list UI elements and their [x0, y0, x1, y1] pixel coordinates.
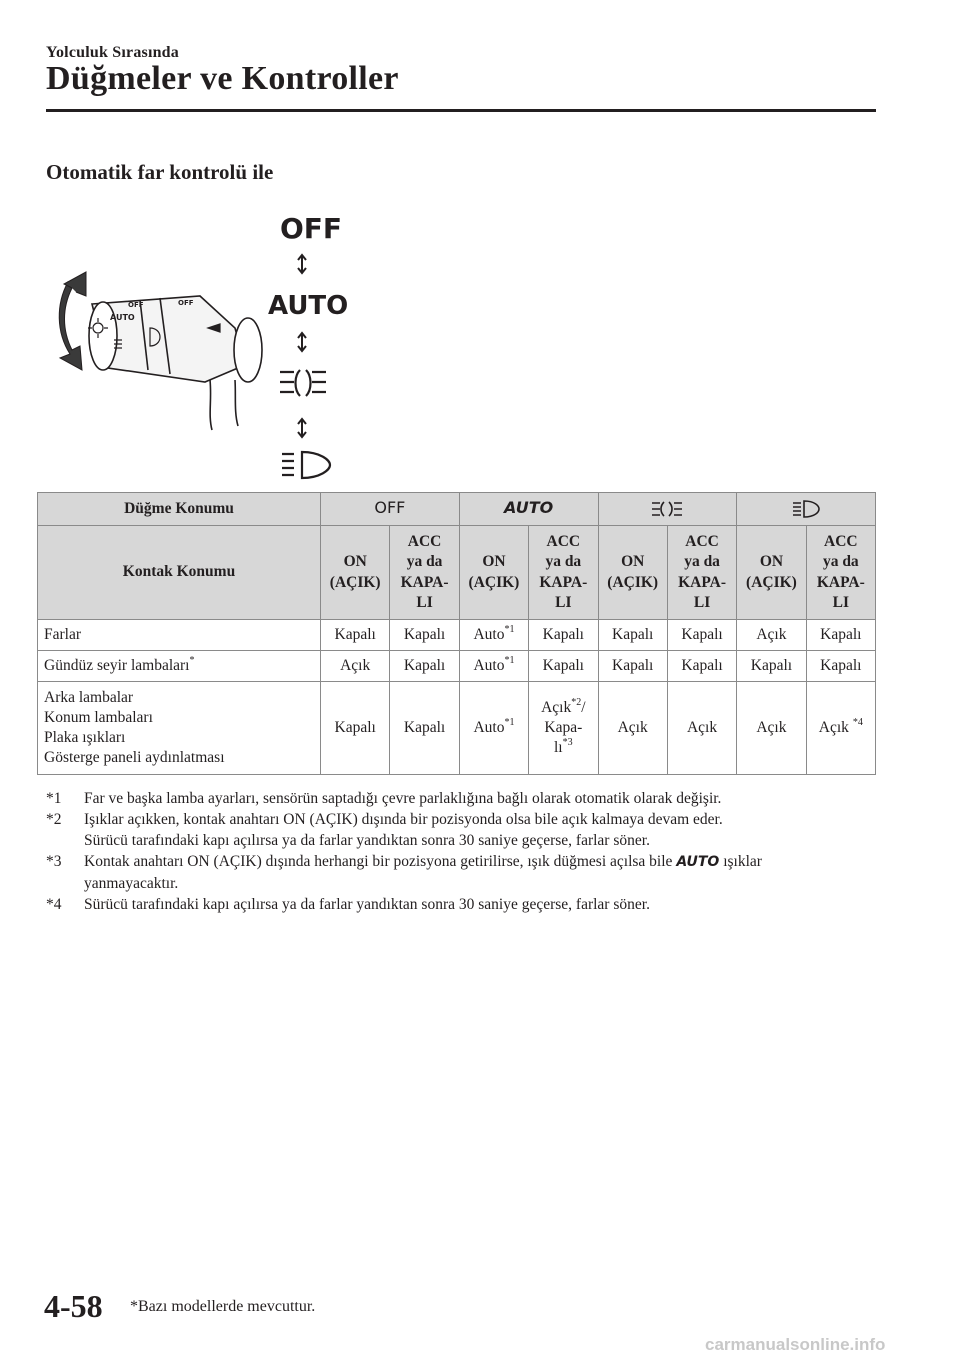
- cell-value: Kapalı: [542, 625, 584, 643]
- table-cell: [390, 651, 459, 682]
- note-item: [46, 851, 876, 894]
- lever-label-off-2: OFF: [178, 299, 194, 307]
- table-row: [38, 620, 876, 651]
- table-cell: [737, 620, 806, 651]
- table-cell: [737, 682, 806, 775]
- lever-label-off-1: OFF: [128, 301, 144, 309]
- rotation-arrow-icon: [59, 282, 82, 370]
- ignition-state: ON (AÇIK): [737, 526, 806, 620]
- note-text: [84, 851, 876, 894]
- table-cell: [598, 682, 667, 775]
- ignition-state: ACC ya da KAPA- LI: [390, 526, 459, 620]
- note-text: Sürücü tarafındaki kapı açılırsa ya da farlar yandıktan sonra 30 saniye geçerse, farlar söner.: [84, 896, 650, 913]
- row-label: [38, 682, 321, 775]
- cell-value: Kapalı: [403, 656, 446, 674]
- cell-value: Kapalı: [820, 656, 862, 674]
- note-item: [46, 788, 876, 809]
- note-mark: *1: [46, 790, 62, 807]
- row-label-text: Arka lambalar Konum lambaları Plaka ışıkları Gösterge paneli aydınlatması: [44, 688, 225, 767]
- cell-value: Açık: [340, 656, 371, 674]
- table-cell: [321, 620, 390, 651]
- note-mark: *3: [46, 853, 62, 870]
- switch-position-off: OFF: [321, 493, 460, 526]
- cell-value: Auto: [473, 718, 505, 736]
- table-cell: [667, 651, 736, 682]
- table-cell: [529, 620, 598, 651]
- cell-value: Açık: [686, 718, 718, 736]
- cell-value: Kapalı: [334, 718, 376, 736]
- cell-value: Açık: [541, 698, 572, 716]
- table-row: [38, 651, 876, 682]
- double-arrow-icon: [298, 419, 306, 437]
- cell-sup: *1: [504, 654, 515, 666]
- table-cell: [529, 682, 598, 775]
- note-item: [46, 894, 876, 915]
- row-label-text: Farlar: [44, 625, 82, 643]
- switch-position-parking: [598, 493, 737, 526]
- ignition-state: ON (AÇIK): [321, 526, 390, 620]
- cell-value: Kapalı: [750, 656, 793, 674]
- cell-value: Kapalı: [820, 625, 862, 643]
- cell-value: Açık: [756, 718, 787, 736]
- table-cell: [737, 651, 806, 682]
- table-cell: [529, 651, 598, 682]
- headlight-low-icon: [280, 370, 326, 396]
- table-cell: [390, 620, 459, 651]
- headlight-high-icon: [282, 452, 330, 478]
- note-item: [46, 809, 876, 851]
- cell-value: Kapalı: [403, 718, 446, 736]
- cell-value: Kapalı: [681, 656, 723, 674]
- note-mark: *2: [46, 811, 62, 828]
- auto-inline-icon: AUTO: [676, 854, 720, 870]
- double-arrow-icon: [298, 255, 306, 273]
- cell-sup: *2: [571, 696, 582, 708]
- availability-footnote: *Bazı modellerde mevcuttur.: [130, 1298, 316, 1315]
- cell-sup: *4: [852, 716, 863, 728]
- cell-value: Kapalı: [403, 625, 446, 643]
- section-label: Yolculuk Sırasında: [46, 44, 179, 61]
- ignition-state: ACC ya da KAPA- LI: [806, 526, 875, 620]
- table-cell: [806, 651, 875, 682]
- headlight-icon: [791, 499, 821, 519]
- table-row: [38, 682, 876, 775]
- row-label: [38, 620, 321, 651]
- cell-sup: *1: [504, 716, 515, 728]
- cell-value: Auto: [473, 625, 505, 643]
- table-cell: [321, 651, 390, 682]
- cell-sup: *3: [562, 737, 573, 749]
- table-cell: [667, 620, 736, 651]
- cell-sup: *1: [504, 623, 515, 635]
- cell-value-tail: / Kapa- lı: [544, 698, 586, 757]
- page-title: Düğmeler ve Kontroller: [46, 60, 399, 97]
- page-number: 4-58: [44, 1288, 103, 1324]
- headlight-switch-figure: [30, 200, 410, 490]
- table-cell: [806, 620, 875, 651]
- table-cell: [667, 682, 736, 775]
- table-cell: [806, 682, 875, 775]
- subheading: Otomatik far kontrolü ile: [46, 160, 274, 184]
- table-cell: [459, 682, 528, 775]
- cell-value: Kapalı: [334, 625, 376, 643]
- cell-value: Açık: [818, 718, 853, 736]
- row-label: [38, 651, 321, 682]
- cell-value: Kapalı: [681, 625, 723, 643]
- title-rule: [46, 109, 876, 112]
- ignition-position-header: Kontak Konumu: [38, 526, 321, 620]
- ignition-state: ON (AÇIK): [598, 526, 667, 620]
- double-arrow-icon: [298, 333, 306, 351]
- switch-position-auto: AUTO: [459, 493, 598, 526]
- note-text-before: Kontak anahtarı ON (AÇIK) dışında herhangi bir pozisyona getirilirse, ışık düğmesi açılsa bile: [84, 853, 673, 870]
- cell-value: Kapalı: [542, 656, 584, 674]
- position-auto-label: AUTO: [268, 291, 349, 321]
- switch-position-headlight: [737, 493, 876, 526]
- note-text-after: ışıklar yanmayacaktır.: [84, 853, 762, 892]
- table-cell: [459, 651, 528, 682]
- note-text: Far ve başka lamba ayarları, sensörün saptadığı çevre parlaklığına bağlı olarak otomatik olarak değişir.: [84, 790, 722, 807]
- ignition-state: ACC ya da KAPA- LI: [529, 526, 598, 620]
- cell-value: Kapalı: [612, 656, 654, 674]
- footnotes: [46, 788, 876, 915]
- position-off-label: OFF: [280, 212, 343, 245]
- table-cell: [321, 682, 390, 775]
- row-label-text: Gündüz seyir lambaları: [44, 656, 190, 674]
- table-cell: [459, 620, 528, 651]
- cell-value: Açık: [617, 718, 648, 736]
- table-cell: [390, 682, 459, 775]
- ignition-state: ON (AÇIK): [459, 526, 528, 620]
- table-cell: [598, 620, 667, 651]
- table-cell: [598, 651, 667, 682]
- cell-value: Auto: [473, 656, 505, 674]
- table-body: [38, 620, 876, 775]
- parking-light-icon: [650, 499, 684, 519]
- lever-label-auto: AUTO: [110, 313, 135, 322]
- light-function-table: [37, 492, 876, 775]
- cell-value: Açık: [756, 625, 787, 643]
- note-text: Işıklar açıkken, kontak anahtarı ON (AÇIK) dışında bir pozisyonda olsa bile açık kalmaya devam eder. Sürücü tarafındaki kapı açılırsa ya da farlar yandıktan sonra 30 saniye geçerse, farlar söner.: [84, 811, 723, 849]
- ignition-state: ACC ya da KAPA- LI: [667, 526, 736, 620]
- note-mark: *4: [46, 896, 62, 913]
- cell-value: Kapalı: [612, 625, 654, 643]
- row-label-sup: *: [189, 654, 195, 666]
- watermark: carmanualsonline.info: [705, 1335, 886, 1354]
- switch-position-header: Düğme Konumu: [38, 493, 321, 526]
